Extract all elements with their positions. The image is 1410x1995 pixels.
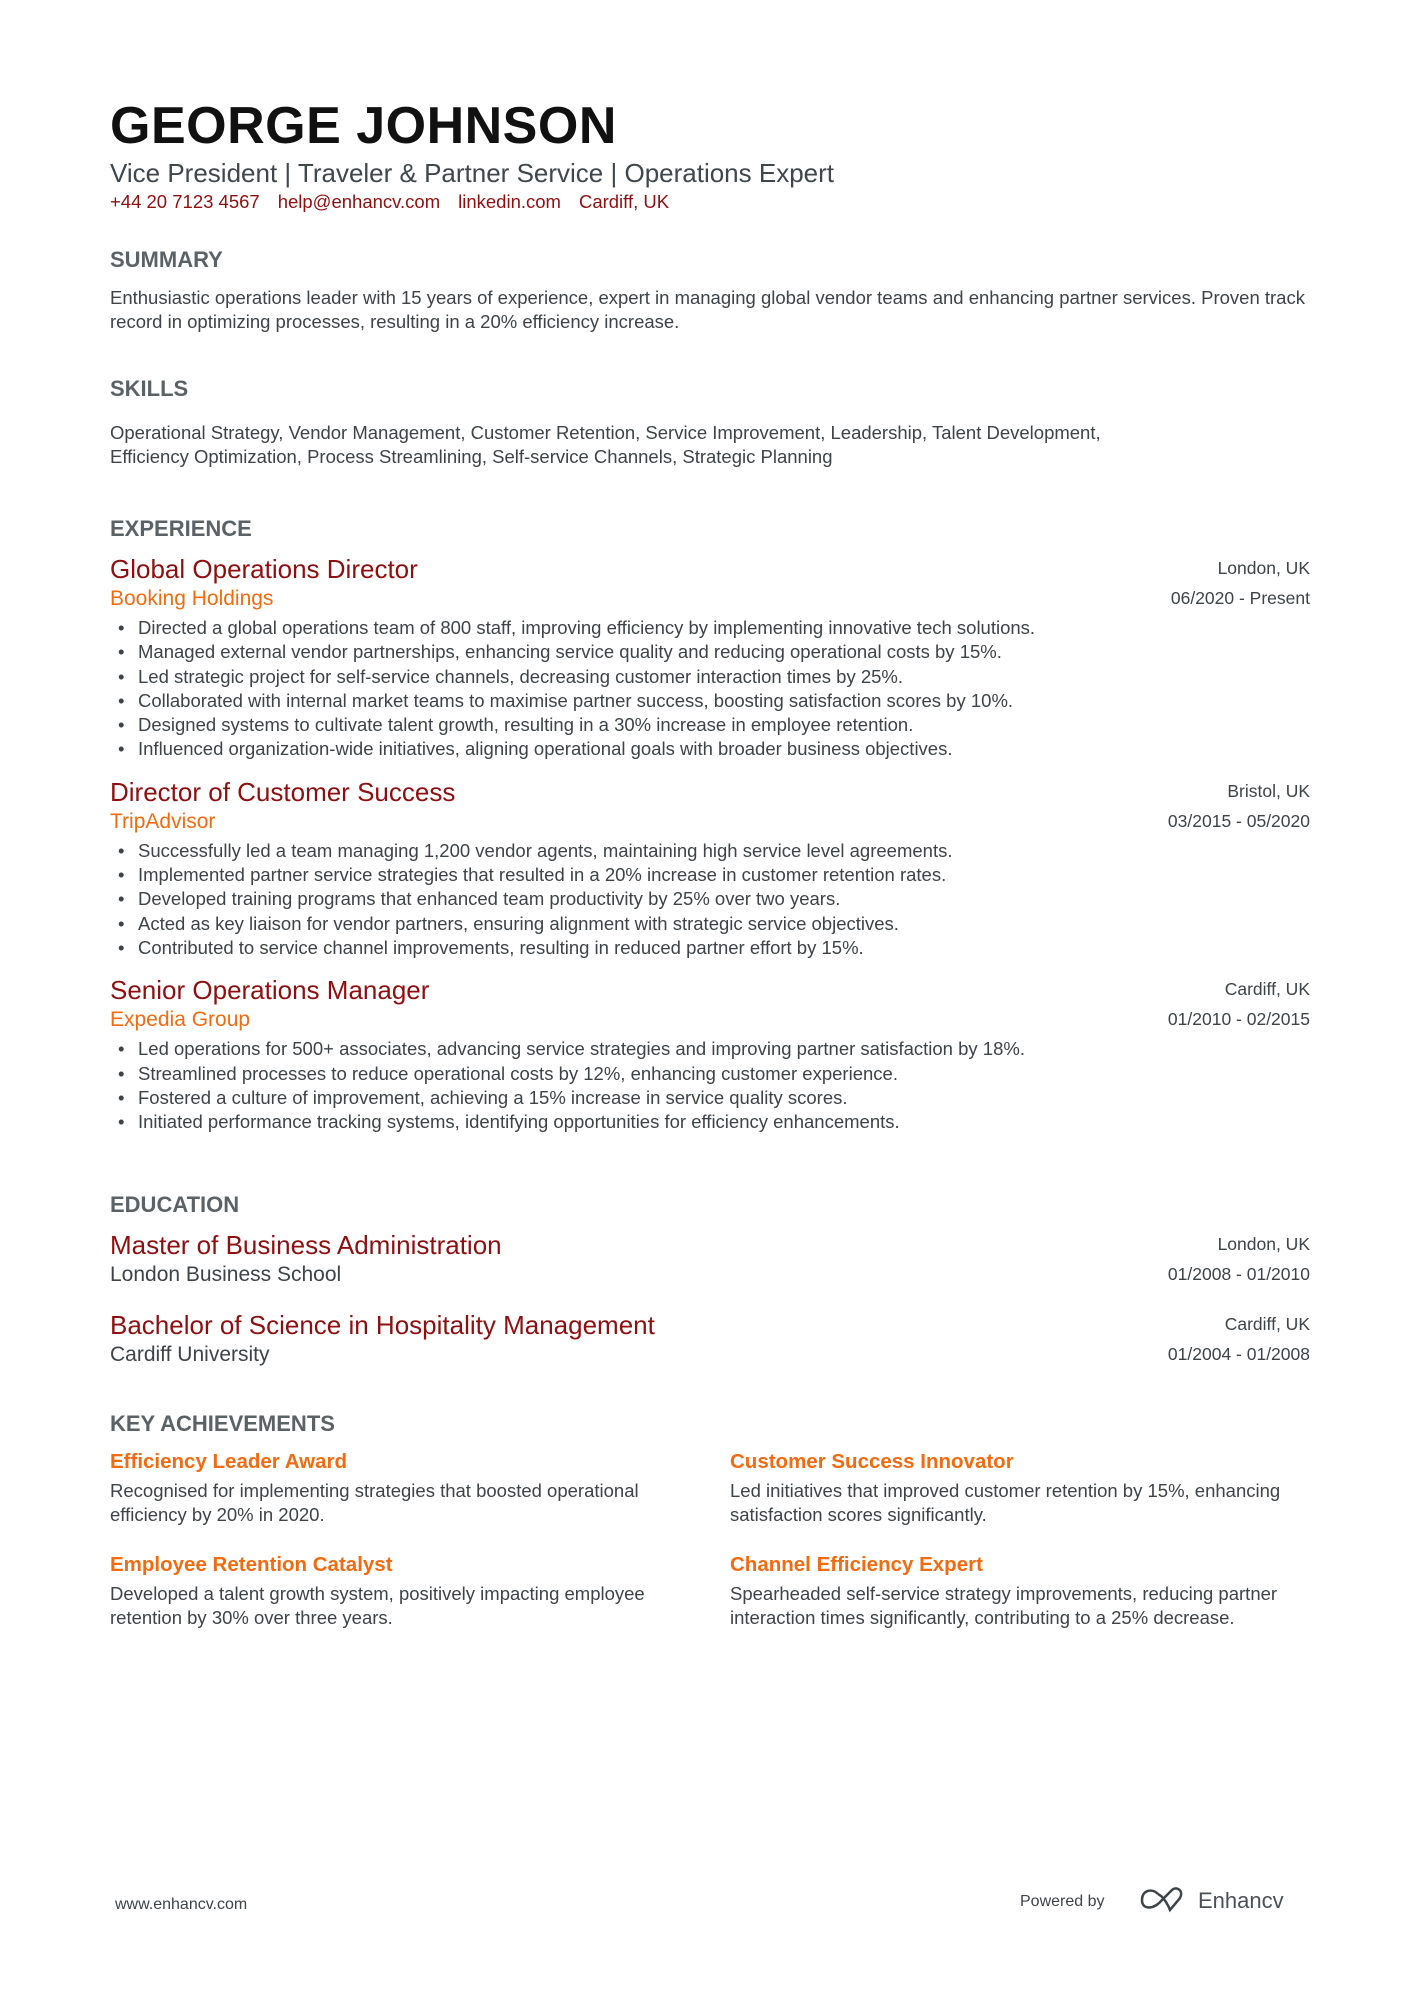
bullet-item: • Managed external vendor partnerships, enhancing service quality and reducing operational costs by 15%. xyxy=(110,640,1310,664)
company-name: TripAdvisor xyxy=(110,809,216,833)
achievement-description: Recognised for implementing strategies that boosted operational efficiency by 20% in 2020. xyxy=(110,1480,639,1526)
school: London Business School xyxy=(110,1263,342,1286)
job-title: Global Operations Director xyxy=(110,554,418,584)
achievement-description: Led initiatives that improved customer retention by 15%, enhancing satisfaction scores significantly. xyxy=(730,1480,1281,1526)
company-name: Expedia Group xyxy=(110,1008,251,1032)
bullet-item: • Implemented partner service strategies that resulted in a 20% increase in customer retention rates. xyxy=(110,863,1310,887)
bullet-item: • Developed training programs that enhanced team productivity by 25% over two years. xyxy=(110,887,1310,911)
job-location: London, UK xyxy=(1217,558,1310,578)
job-dates: 03/2015 - 05/2020 xyxy=(1167,810,1310,831)
bullet-item: • Streamlined processes to reduce operational costs by 12%, enhancing customer experience. xyxy=(110,1062,1310,1086)
job-bullets xyxy=(110,1037,1310,1134)
education-dates: 01/2004 - 01/2008 xyxy=(1167,1344,1310,1364)
achievement-description: Developed a talent growth system, positively impacting employee retention by 30% over three years. xyxy=(110,1583,645,1629)
achievement-description: Spearheaded self-service strategy improvements, reducing partner interaction times significantly, contributing to a 25% decrease. xyxy=(730,1583,1278,1629)
education-entry xyxy=(110,1309,1310,1369)
degree: Bachelor of Science in Hospitality Management xyxy=(110,1310,655,1340)
experience-section xyxy=(110,515,1310,1134)
location: Cardiff, UK xyxy=(578,191,670,212)
linkedin-link[interactable]: linkedin.com xyxy=(458,191,561,212)
achievement-title: Channel Efficiency Expert xyxy=(730,1553,983,1576)
section-heading: KEY ACHIEVEMENTS xyxy=(110,1411,335,1436)
bullet-item: • Successfully led a team managing 1,200 vendor agents, maintaining high service level agreements. xyxy=(110,839,1310,863)
degree: Master of Business Administration xyxy=(110,1230,502,1260)
education-location: London, UK xyxy=(1217,1234,1310,1254)
education-entry xyxy=(110,1229,1310,1289)
section-heading: EXPERIENCE xyxy=(110,516,252,541)
summary-text: Enthusiastic operations leader with 15 years of experience, expert in managing global vendor teams and enhancing partner services. Proven track record in optimizing processes, resulting in a 20% efficiency increase. xyxy=(110,287,1305,333)
bullet-item: • Designed systems to cultivate talent growth, resulting in a 30% increase in employee retention. xyxy=(110,713,1310,737)
skills-line: Operational Strategy, Vendor Management, Customer Retention, Service Improvement, Leadership, Talent Development, xyxy=(110,422,1101,443)
skills-line: Efficiency Optimization, Process Streamlining, Self-service Channels, Strategic Planning xyxy=(110,446,833,468)
bullet-item: • Led operations for 500+ associates, advancing service strategies and improving partner satisfaction by 18%. xyxy=(110,1037,1310,1061)
phone[interactable]: +44 20 7123 4567 xyxy=(110,191,260,212)
bullet-item: • Influenced organization-wide initiatives, aligning operational goals with broader business objectives. xyxy=(110,737,1310,761)
section-heading: SKILLS xyxy=(110,376,189,401)
job-meta xyxy=(1168,974,1310,1034)
bullet-item: • Acted as key liaison for vendor partners, ensuring alignment with strategic service objectives. xyxy=(110,912,1310,936)
education-meta xyxy=(1168,1229,1310,1289)
education-location: Cardiff, UK xyxy=(1224,1314,1310,1334)
bullet-item: • Contributed to service channel improvements, resulting in reduced partner effort by 15%. xyxy=(110,936,1310,960)
section-heading: EDUCATION xyxy=(110,1192,240,1217)
job-entry xyxy=(110,974,1310,1134)
achievements-section xyxy=(110,1410,1310,1670)
contact-info xyxy=(110,190,1310,214)
achievement-title: Employee Retention Catalyst xyxy=(110,1553,393,1576)
footer-website[interactable]: www.enhancv.com xyxy=(115,1896,248,1913)
candidate-title: Vice President | Traveler & Partner Service | Operations Expert xyxy=(110,158,835,188)
job-meta xyxy=(1168,776,1310,836)
powered-by: Powered by xyxy=(1020,1893,1105,1910)
job-entry xyxy=(110,776,1310,960)
section-heading: SUMMARY xyxy=(110,247,223,272)
enhancv-brand: Enhancv xyxy=(1198,1888,1284,1913)
resume-header xyxy=(110,96,1310,214)
achievement-title: Customer Success Innovator xyxy=(730,1450,1014,1473)
job-dates: 01/2010 - 02/2015 xyxy=(1167,1009,1310,1030)
achievement-title: Efficiency Leader Award xyxy=(110,1450,347,1473)
job-meta xyxy=(1171,553,1310,613)
education-dates: 01/2008 - 01/2010 xyxy=(1167,1264,1310,1284)
bullet-item: • Fostered a culture of improvement, achieving a 15% increase in service quality scores. xyxy=(110,1086,1310,1110)
achievement-item xyxy=(730,1551,1290,1631)
summary-section xyxy=(110,246,1310,335)
job-bullets xyxy=(110,839,1310,960)
achievement-item xyxy=(730,1448,1290,1528)
bullet-item: • Initiated performance tracking systems, identifying opportunities for efficiency enhancements. xyxy=(110,1110,1310,1134)
enhancv-logo-icon xyxy=(1138,1886,1188,1919)
bullet-item: • Directed a global operations team of 800 staff, improving efficiency by implementing innovative tech solutions. xyxy=(110,616,1310,640)
company-name: Booking Holdings xyxy=(110,587,274,610)
job-title: Director of Customer Success xyxy=(110,776,456,807)
achievement-item xyxy=(110,1551,670,1631)
bullet-item: • Led strategic project for self-service channels, decreasing customer interaction times by 25%. xyxy=(110,665,1310,689)
education-section xyxy=(110,1191,1310,1369)
job-bullets xyxy=(110,616,1310,762)
email-link[interactable]: help@enhancv.com xyxy=(277,191,441,212)
job-location: Bristol, UK xyxy=(1227,780,1310,801)
education-meta xyxy=(1168,1309,1310,1369)
achievement-item xyxy=(110,1448,670,1528)
candidate-name: GEORGE JOHNSON xyxy=(110,97,617,155)
school: Cardiff University xyxy=(110,1343,270,1366)
job-entry xyxy=(110,553,1310,762)
job-location: Cardiff, UK xyxy=(1224,979,1310,1000)
job-title: Senior Operations Manager xyxy=(110,975,430,1006)
skills-section xyxy=(110,375,1310,470)
bullet-item: • Collaborated with internal market teams to maximise partner success, boosting satisfaction scores by 10%. xyxy=(110,689,1310,713)
job-dates: 06/2020 - Present xyxy=(1170,588,1310,608)
